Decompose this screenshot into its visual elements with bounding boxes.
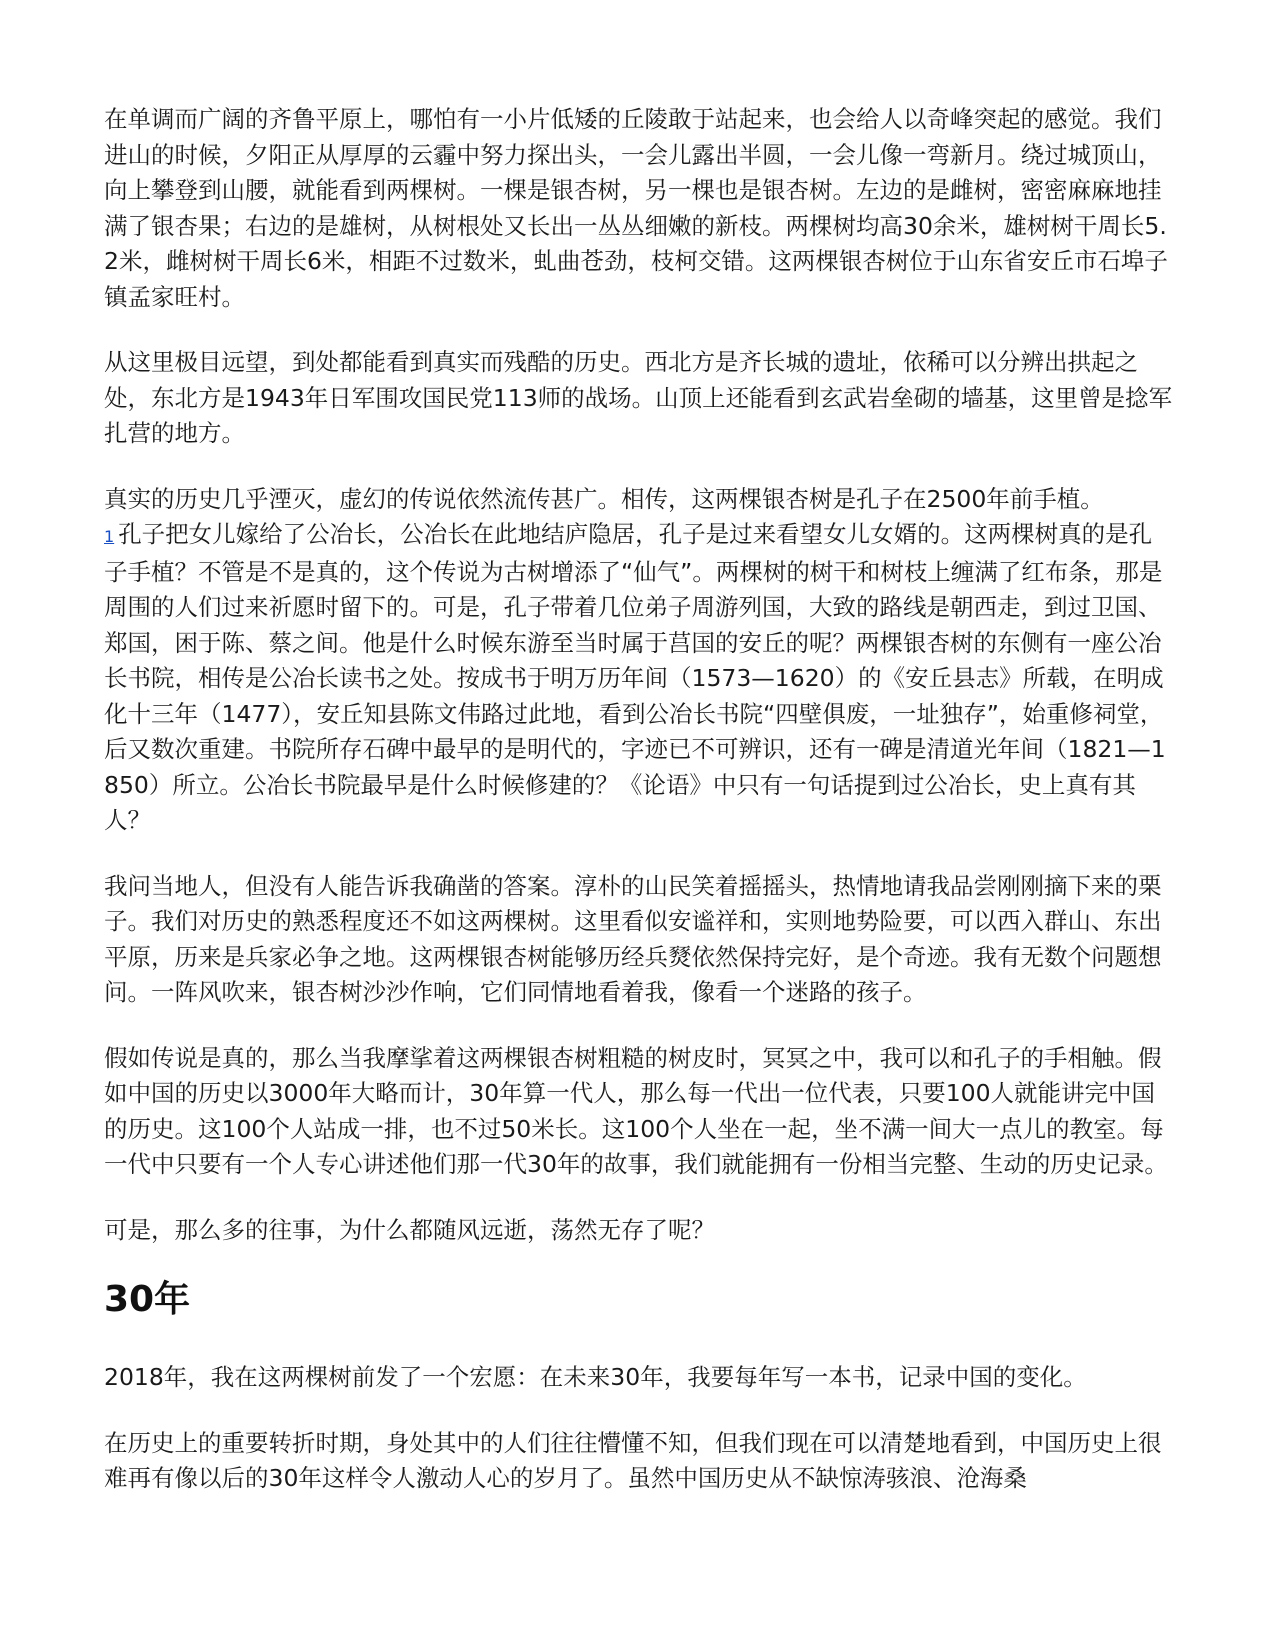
paragraph-question: 可是，那么多的往事，为什么都随风远逝，荡然无存了呢？ [104,1215,715,1244]
section-heading: 30年 [104,1279,191,1320]
paragraph-local-people: 我问当地人，但没有人能告诉我确凿的答案。淳朴的山民笑着摇摇头，热情地请我品尝刚刚摘下来的栗子。我们对历史的熟悉程度还不如这两棵树。这里看似安谧祥和，实则地势险要，可以西入群山、东出平原，历来是兵家必争之地。这两棵银杏树能够历经兵燹依然保持完好，是个奇迹。我有无数个问题想问。一阵风吹来，银杏树沙沙作响，它们同情地看着我，像看一个迷路的孩子。 [104,871,1162,1006]
paragraph-text-before-footnote: 真实的历史几乎湮灭，虚幻的传说依然流传甚广。相传，这两棵银杏树是孔子在2500年前手植。 [104,484,1104,513]
footnote-link-1[interactable]: 1 [104,527,115,546]
paragraph-turning-point: 在历史上的重要转折时期，身处其中的人们往往懵懂不知，但我们现在可以清楚地看到，中国历史上很难再有像以后的30年这样令人激动人心的岁月了。虽然中国历史从不缺惊涛骇浪、沧海桑 [104,1428,1162,1492]
paragraph-vow: 2018年，我在这两棵树前发了一个宏愿：在未来30年，我要每年写一本书，记录中国的变化。 [104,1363,1087,1391]
paragraph-history-view: 从这里极目远望，到处都能看到真实而残酷的历史。西北方是齐长城的遗址，依稀可以分辨出拱起之处，东北方是1943年日军围攻国民党113师的战场。山顶上还能看到玄武岩垒砌的墙基，这里曾是捻军扎营的地方。 [104,348,1173,447]
paragraph-ginkgo-trees: 在单调而广阔的齐鲁平原上，哪怕有一小片低矮的丘陵敢于站起来，也会给人以奇峰突起的感觉。我们进山的时候，夕阳正从厚厚的云霾中努力探出头，一会儿露出半圆，一会儿像一弯新月。绕过城顶山，向上攀登到山腰，就能看到两棵树。一棵是银杏树，另一棵也是银杏树。左边的是雌树，密密麻麻地挂满了银杏果；右边的是雄树，从树根处又长出一丛丛细嫩的新枝。两棵树均高30余米，雄树树干周长5.2米，雌树树干周长6米，相距不过数米，虬曲苍劲，枝柯交错。这两棵银杏树位于山东省安丘市石埠子镇孟家旺村。 [104,105,1168,311]
document-body [104,102,1174,1527]
paragraph-confucius-legend [104,482,1174,839]
paragraph-text-after-footnote: 孔子把女儿嫁给了公冶长，公冶长在此地结庐隐居，孔子是过来看望女儿女婿的。这两棵树真的是孔子手植？不管是不是真的，这个传说为古树增添了“仙气”。两棵树的树干和树枝上缠满了红布条，那是周围的人们过来祈愿时留下的。可是，孔子带着几位弟子周游列国，大致的路线是朝西走，到过卫国、郑国，困于陈、蔡之间。他是什么时候东游至当时属于莒国的安丘的呢？两棵银杏树的东侧有一座公冶长书院，相传是公冶长读书之处。按成书于明万历年间（1573—1620）的《安丘县志》所载，在明成化十三年（1477），安丘知县陈文伟路过此地，看到公冶长书院“四壁俱废，一址独存”，始重修祠堂，后又数次重建。书院所存石碑中最早的是明代的，字迹已不可辨识，还有一碑是清道光年间（1821—1850）所立。公冶长书院最早是什么时候修建的？《论语》中只有一句话提到过公冶长，史上真有其人？ [104,520,1166,834]
paragraph-hundred-generations: 假如传说是真的，那么当我摩挲着这两棵银杏树粗糙的树皮时，冥冥之中，我可以和孔子的手相触。假如中国的历史以3000年大略而计，30年算一代人，那么每一代出一位代表，只要100人就能讲完中国的历史。这100个人站成一排，也不过50米长。这100个人坐在一起，坐不满一间大一点儿的教室。每一代中只要有一个人专心讲述他们那一代30年的故事，我们就能拥有一份相当完整、生动的历史记录。 [104,1043,1168,1178]
